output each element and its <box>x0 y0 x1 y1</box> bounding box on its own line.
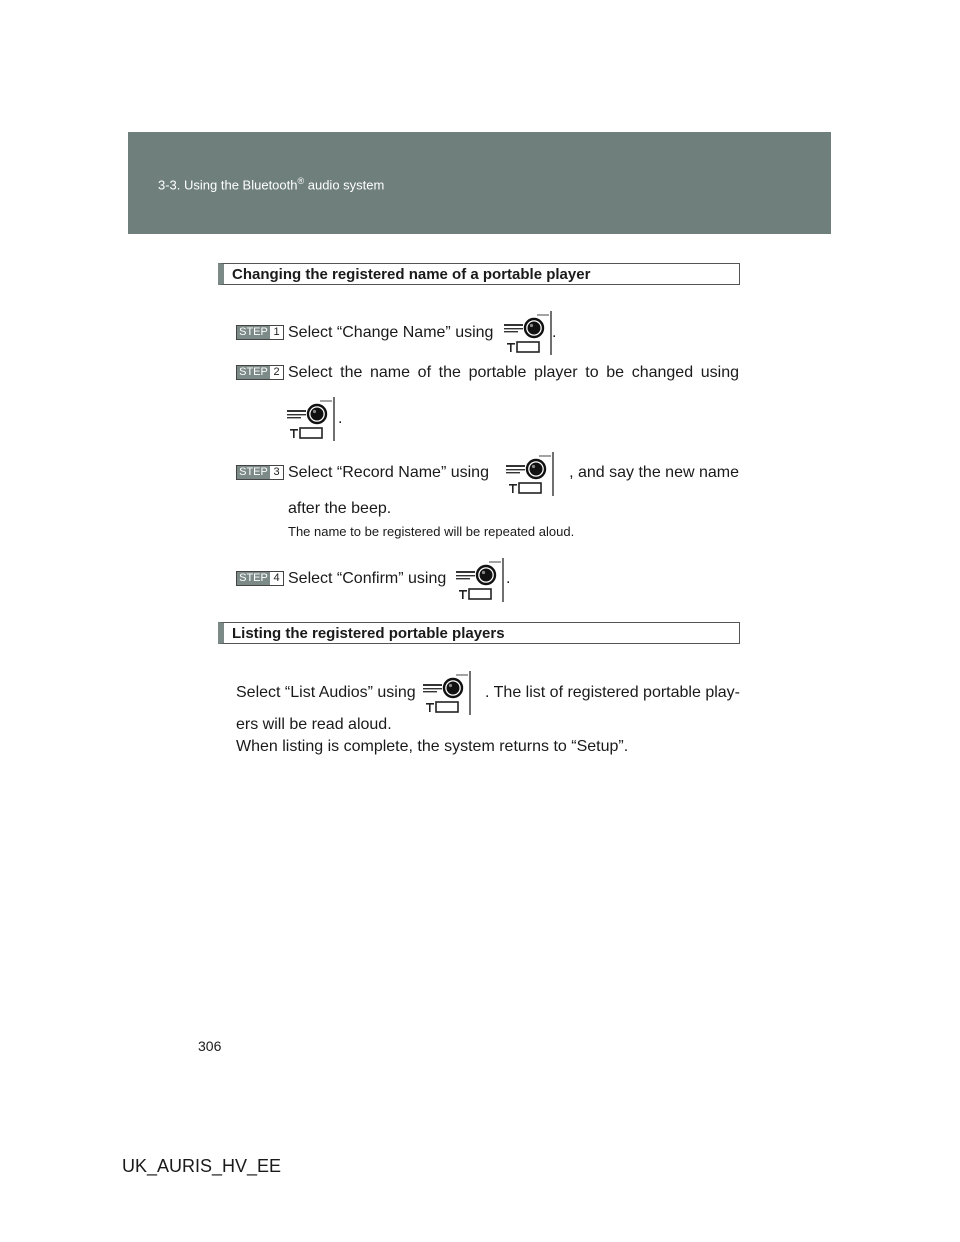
tune-sel-knob-icon <box>455 558 505 602</box>
chapter-title <box>158 176 384 192</box>
tune-sel-knob-icon <box>286 397 336 441</box>
step-3-text: Select “Record Name” using <box>288 464 489 481</box>
tune-sel-knob-icon <box>505 452 555 496</box>
tune-sel-knob-icon <box>422 671 472 715</box>
step-4-period: . <box>506 570 511 587</box>
chapter-header-bar <box>128 132 831 234</box>
step-label: STEP <box>237 326 270 339</box>
step-4-text: Select “Confirm” using <box>288 570 447 587</box>
step-2-text: Select the name of the portable player to be changed using <box>288 364 739 381</box>
step-badge-2 <box>236 365 284 380</box>
step-number: 2 <box>273 366 280 378</box>
page-number: 306 <box>198 1038 222 1054</box>
section-heading-change-name <box>218 263 740 285</box>
registered-mark: ® <box>297 176 305 186</box>
step-badge-4 <box>236 571 284 586</box>
step-label: STEP <box>237 572 270 585</box>
step-3-text-cont: after the beep. <box>288 500 392 517</box>
step-number: 1 <box>273 326 280 338</box>
step-3-note: The name to be registered will be repeated aloud. <box>288 524 575 539</box>
step-1-period: . <box>552 324 557 341</box>
step-label: STEP <box>237 466 270 479</box>
step-2-period: . <box>338 410 343 427</box>
step-label: STEP <box>237 366 270 379</box>
step-3-text-after: , and say the new name <box>569 464 739 481</box>
document-code: UK_AURIS_HV_EE <box>122 1156 282 1176</box>
section-heading-list-players <box>218 622 740 644</box>
chapter-title-text: 3-3. Using the Bluetooth <box>158 177 298 193</box>
step-badge-1 <box>236 325 284 340</box>
tune-sel-knob-icon <box>503 311 553 355</box>
list-text-final: When listing is complete, the system returns to “Setup”. <box>236 738 629 755</box>
step-badge-3 <box>236 465 284 480</box>
section-title: Changing the registered name of a portable player <box>232 266 591 283</box>
list-text-cont: ers will be read aloud. <box>236 716 392 733</box>
step-number: 4 <box>273 572 280 584</box>
step-number: 3 <box>273 466 280 478</box>
list-text-after: . The list of registered portable play- <box>485 684 740 701</box>
step-1-text: Select “Change Name” using <box>288 324 494 341</box>
chapter-title-suffix: audio system <box>304 177 385 193</box>
section-title: Listing the registered portable players <box>232 625 505 642</box>
list-text: Select “List Audios” using <box>236 684 416 701</box>
